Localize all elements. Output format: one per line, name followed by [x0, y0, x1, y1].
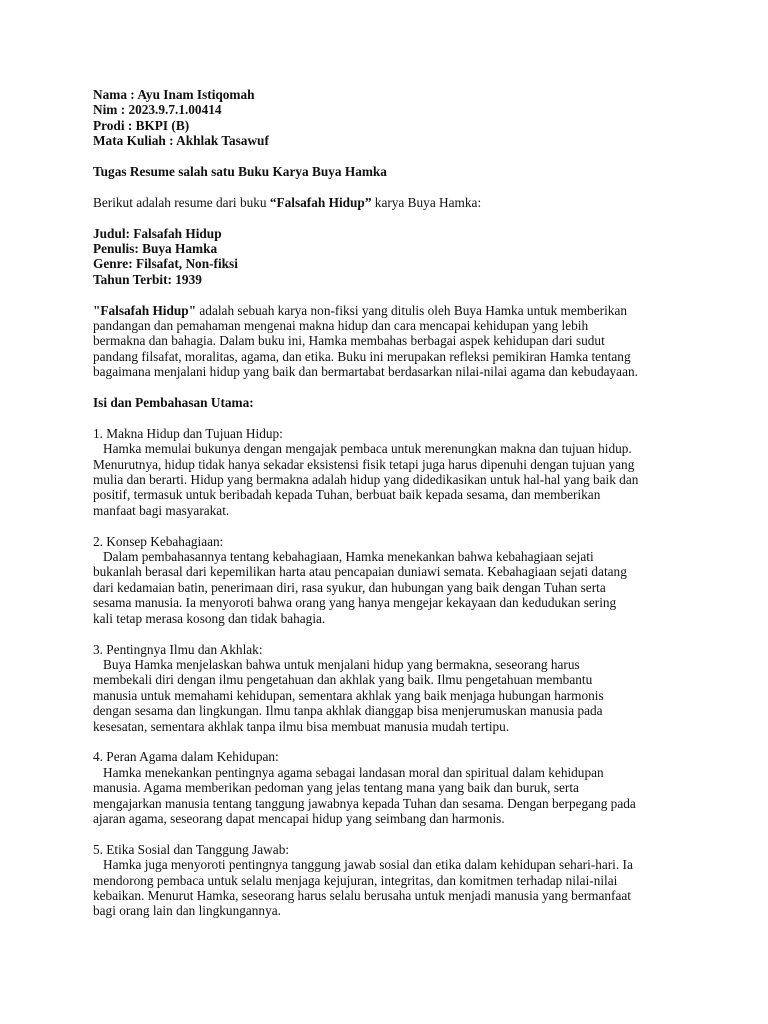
spacer — [93, 149, 683, 164]
section-heading: 4. Peran Agama dalam Kehidupan: — [93, 749, 279, 765]
student-name: Nama : Ayu Inam Istiqomah — [93, 87, 255, 102]
section-line: Dalam pembahasannya tentang kebahagiaan, Hamka menekankan bahwa kebahagiaan sejati — [93, 549, 594, 565]
section-line: sesama manusia. Ia menyoroti bahwa orang yang hanya mengejar kekayaan dan kedudukan sering — [93, 595, 617, 611]
book-genre: Genre: Filsafat, Non-fiksi — [93, 256, 238, 272]
section-line: dengan sesama dan lingkungan. Ilmu tanpa akhlak dianggap bisa menjerumuskan manusia pada — [93, 703, 603, 719]
section-line: dari kedamaian batin, penerimaan diri, rasa syukur, dan hubungan yang baik dengan Tuhan serta — [93, 579, 606, 595]
student-prodi: Prodi : BKPI (B) — [93, 117, 190, 133]
section-line: Buya Hamka menjelaskan bahwa untuk menjalani hidup yang bermakna, seseorang harus — [93, 656, 580, 672]
section-line: mulia dan berarti. Hidup yang bermakna adalah hidup yang didedikasikan untuk hal-hal yang baik dan — [93, 472, 639, 488]
section-line: positif, termasuk untuk beribadah kepada Tuhan, berbuat baik kepada sesama, dan memberikan — [93, 487, 601, 503]
section-heading: 2. Konsep Kebahagiaan: — [93, 533, 224, 549]
book-title: Judul: Falsafah Hidup — [93, 225, 222, 241]
section-line: kebaikan. Menurut Hamka, seseorang harus selalu berusaha untuk menjadi manusia yang bermanfaat — [93, 887, 631, 903]
section-heading: 5. Etika Sosial dan Tanggung Jawab: — [93, 841, 290, 857]
section-line: Hamka memulai bukunya dengan mengajak pembaca untuk merenungkan makna dan tujuan hidup. — [93, 441, 632, 457]
summary-paragraph — [93, 303, 683, 380]
section-line: kali tetap merasa kosong dan tidak bahagia. — [93, 610, 326, 626]
intro-line — [93, 195, 683, 210]
section-line: Menurutnya, hidup tidak hanya sekadar eksistensi fisik tetapi juga harus dipenuhi dengan tujuan yang — [93, 456, 635, 472]
spacer — [93, 380, 683, 395]
main-heading: Isi dan Pembahasan Utama: — [93, 395, 254, 411]
section-line: kesesatan, sementara akhlak tanpa ilmu bisa membuat manusia mudah tertipu. — [93, 718, 510, 734]
spacer — [93, 179, 683, 194]
book-info — [93, 226, 683, 288]
summary-line: pandang filsafat, moralitas, agama, dan etika. Buku ini merupakan refleksi pemikiran Hamka tentang — [93, 348, 631, 364]
section-line: ajaran agama, seseorang dapat mencapai hidup yang seimbang dan harmonis. — [93, 810, 505, 826]
section-line: mengajarkan manusia tentang tanggung jawabnya kepada Tuhan dan sesama. Dengan berpegang pada — [93, 795, 636, 811]
spacer — [93, 518, 683, 533]
book-author: Penulis: Buya Hamka — [93, 241, 218, 257]
section-line: membekali diri dengan ilmu pengetahuan dan akhlak yang baik. Ilmu pengetahuan membantu — [93, 672, 593, 688]
summary-line — [93, 303, 683, 318]
section-line: manusia untuk memahami kehidupan, sementara akhlak yang baik menjaga hubungan harmonis — [93, 687, 604, 703]
intro-prefix: Berikut adalah resume dari buku — [93, 194, 270, 210]
section-line: bagi orang lain dan lingkungannya. — [93, 903, 281, 919]
section-line: manfaat bagi masyarakat. — [93, 502, 230, 518]
section-4 — [93, 749, 683, 826]
document-body — [93, 87, 683, 919]
book-year: Tahun Terbit: 1939 — [93, 271, 202, 287]
section-3 — [93, 642, 683, 734]
section-line: Hamka juga menyoroti pentingnya tanggung jawab sosial dan etika dalam kehidupan sehari-hari. Ia — [93, 857, 633, 873]
spacer — [93, 734, 683, 749]
spacer — [93, 210, 683, 225]
summary-text: adalah sebuah karya non-fiksi yang ditulis oleh Buya Hamka untuk memberikan — [196, 302, 628, 318]
course-name: Mata Kuliah : Akhlak Tasawuf — [93, 133, 269, 149]
summary-line: bermakna dan bahagia. Dalam buku ini, Hamka membahas berbagai aspek kehidupan dari sudut — [93, 333, 605, 349]
section-line: manusia. Agama memberikan pedoman yang jelas tentang mana yang baik dan buruk, serta — [93, 780, 579, 796]
spacer — [93, 826, 683, 841]
section-2 — [93, 534, 683, 626]
intro-book-title: “Falsafah Hidup” — [269, 194, 372, 210]
section-1 — [93, 426, 683, 518]
section-line: Hamka menekankan pentingnya agama sebagai landasan moral dan spiritual dalam kehidupan — [93, 764, 604, 780]
section-5 — [93, 842, 683, 919]
summary-line: bagaimana menjalani hidup yang baik dan bermartabat berdasarkan nilai-nilai agama dan kebudayaan. — [93, 364, 638, 380]
section-heading: 1. Makna Hidup dan Tujuan Hidup: — [93, 425, 283, 441]
spacer — [93, 410, 683, 425]
section-line: mendorong pembaca untuk selalu menjaga kejujuran, integritas, dan komitmen terhadap nilai-nilai — [93, 872, 618, 888]
summary-line: pandangan dan pemahaman mengenai makna hidup dan cara mencapai kehidupan yang lebih — [93, 318, 589, 334]
section-heading: 3. Pentingnya Ilmu dan Akhlak: — [93, 641, 263, 657]
summary-book-title: "Falsafah Hidup" — [93, 302, 197, 318]
spacer — [93, 287, 683, 302]
section-line: bukanlah berasal dari kepemilikan harta atau pencapaian duniawi semata. Kebahagiaan sejati datang — [93, 564, 627, 580]
spacer — [93, 626, 683, 641]
intro-suffix: karya Buya Hamka: — [371, 194, 482, 210]
task-title: Tugas Resume salah satu Buku Karya Buya Hamka — [93, 164, 387, 180]
student-nim: Nim : 2023.9.7.1.00414 — [93, 102, 222, 118]
student-info — [93, 87, 683, 149]
